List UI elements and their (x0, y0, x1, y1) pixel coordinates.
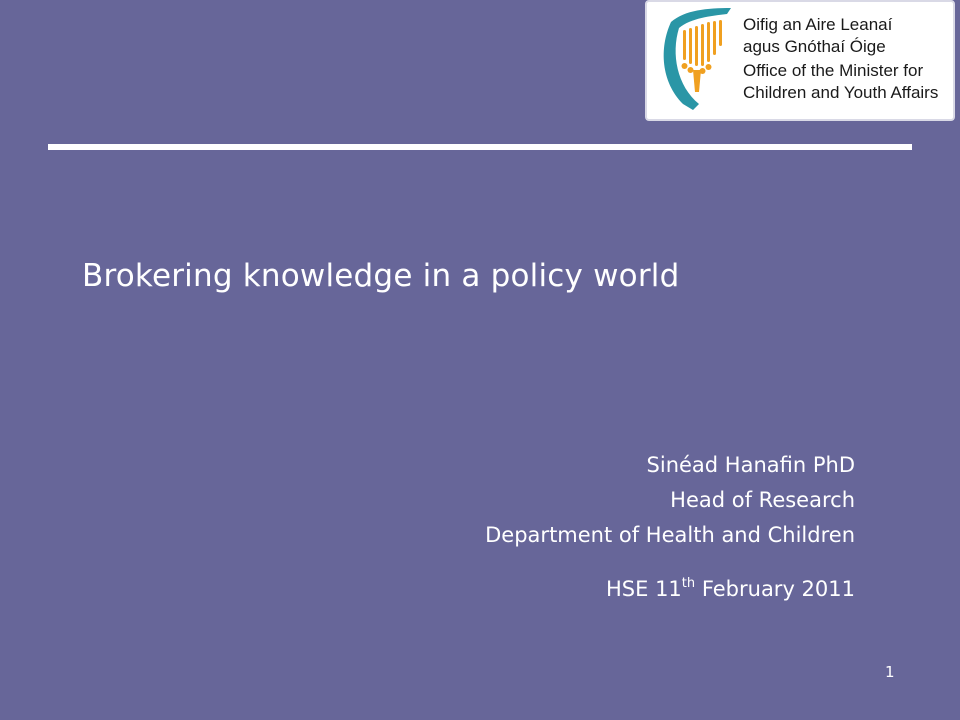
event-suffix: February 2011 (695, 577, 855, 601)
slide-title: Brokering knowledge in a policy world (82, 258, 680, 294)
ministry-logo (645, 0, 955, 121)
logo-text (743, 14, 953, 104)
event-date (485, 572, 855, 607)
event-ordinal: th (681, 576, 696, 591)
logo-line-english-1: Office of the Minister for (743, 61, 924, 80)
author-department: Department of Health and Children (485, 523, 855, 547)
author-role: Head of Research (670, 488, 855, 512)
slide-number: 1 (885, 663, 895, 681)
event-prefix: HSE 11 (606, 577, 682, 601)
author-name: Sinéad Hanafin PhD (646, 453, 855, 477)
author-block (485, 448, 855, 607)
logo-line-irish-1: Oifig an Aire Leanaí (743, 15, 893, 34)
harp-logo-icon (657, 8, 737, 112)
logo-line-english-2: Children and Youth Affairs (743, 83, 939, 102)
logo-line-irish-2: agus Gnóthaí Óige (743, 37, 886, 56)
header-rule (48, 144, 912, 150)
